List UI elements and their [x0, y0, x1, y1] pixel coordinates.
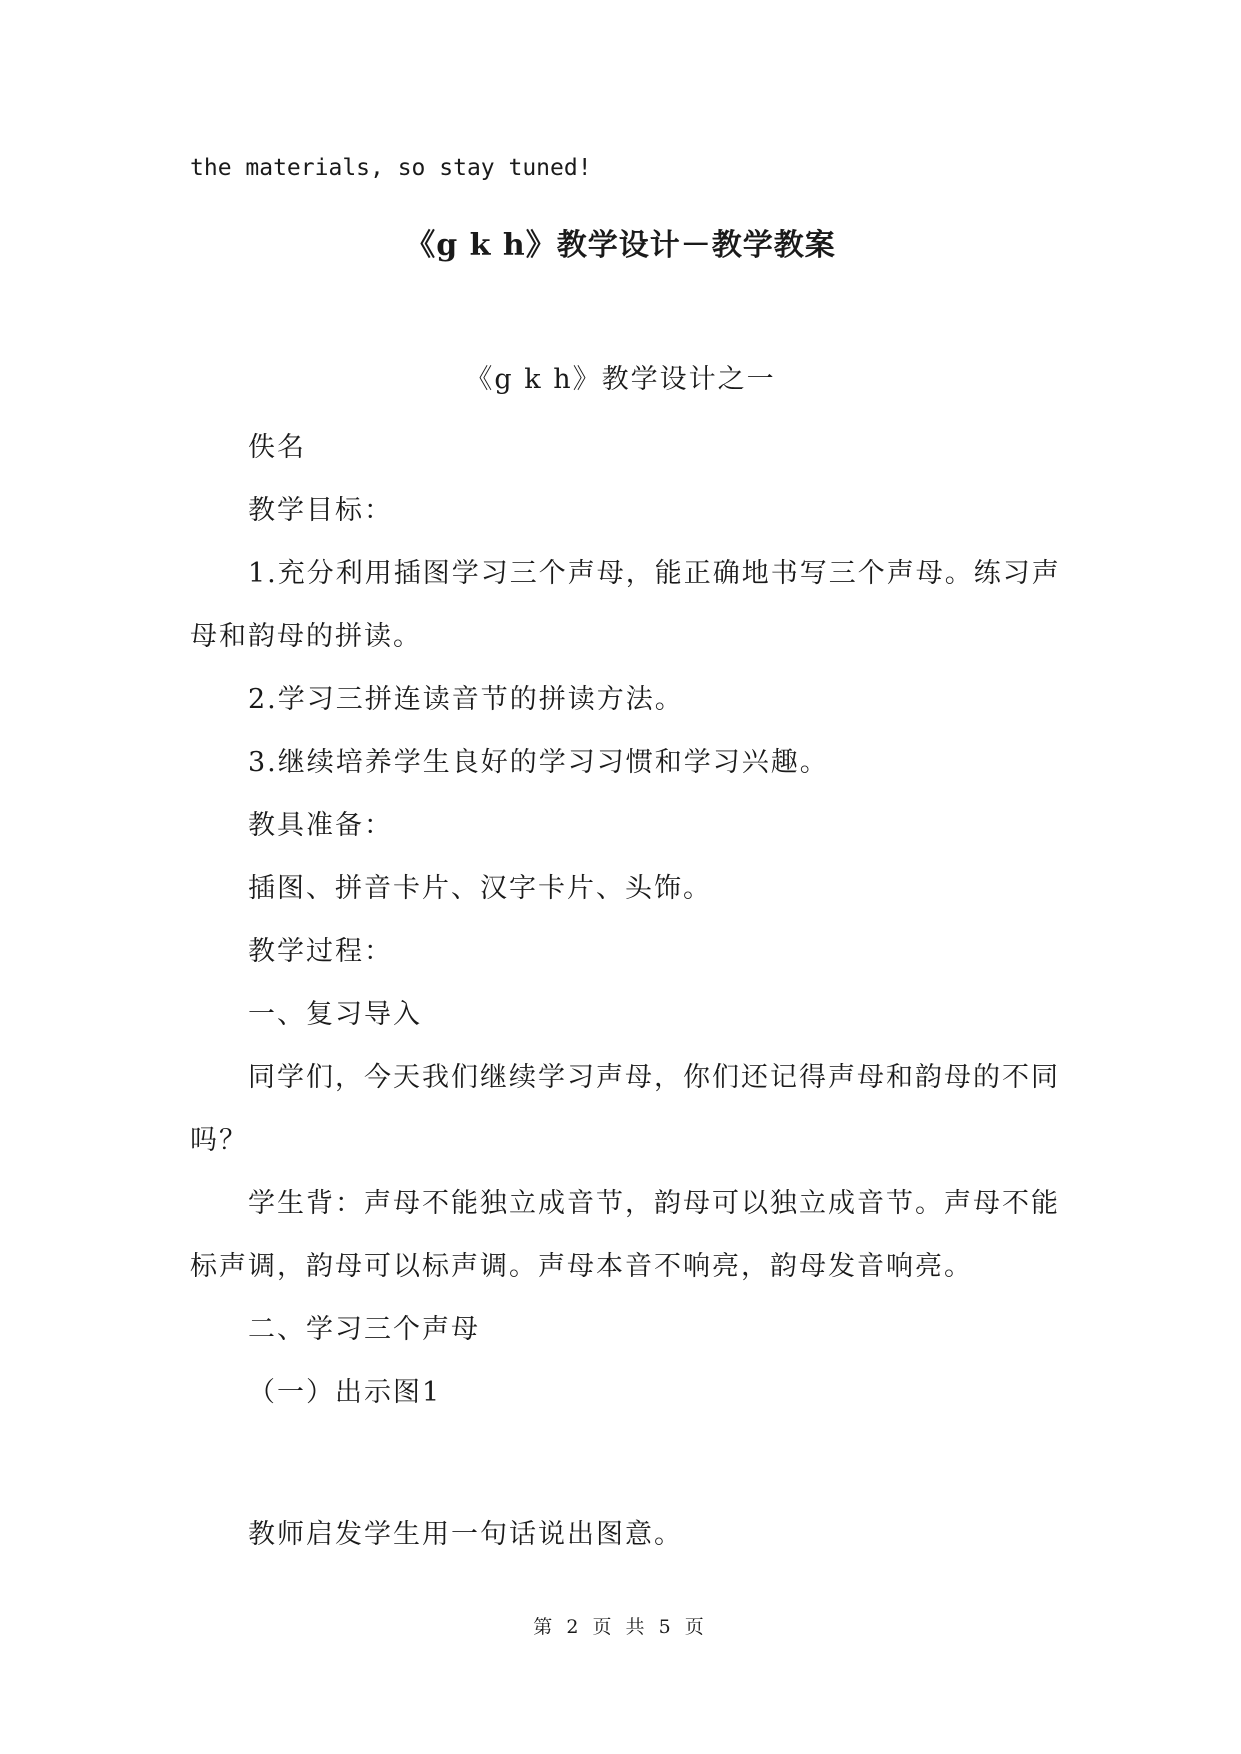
footer-suffix: 页	[684, 1616, 708, 1638]
process-heading: 教学过程：	[248, 936, 393, 967]
section-learn-heading: 二、学习三个声母	[248, 1314, 480, 1345]
page-footer	[0, 1612, 1241, 1639]
show-figure-1: （一）出示图1	[248, 1377, 442, 1408]
objective-1-line-1: 1.充分利用插图学习三个声母，能正确地书写三个声母。练习声	[248, 558, 1061, 589]
materials-heading: 教具准备：	[248, 810, 393, 841]
section-subtitle: 《g k h》教学设计之一	[465, 364, 776, 395]
objective-1-line-2: 母和韵母的拼读。	[190, 621, 422, 652]
teacher-prompt: 教师启发学生用一句话说出图意。	[248, 1519, 683, 1550]
review-question-line-1: 同学们，今天我们继续学习声母，你们还记得声母和韵母的不同	[248, 1062, 1060, 1093]
student-answer-line-1: 学生背：声母不能独立成音节，韵母可以独立成音节。声母不能	[248, 1188, 1060, 1219]
author-name: 佚名	[248, 432, 306, 463]
section-review-heading: 一、复习导入	[248, 999, 422, 1030]
lead-text: the materials, so stay tuned!	[190, 155, 592, 181]
footer-middle: 页 共	[592, 1616, 649, 1638]
review-question-line-2: 吗？	[190, 1125, 248, 1156]
objectives-heading: 教学目标：	[248, 495, 393, 526]
student-answer-line-2: 标声调，韵母可以标声调。声母本音不响亮，韵母发音响亮。	[190, 1251, 973, 1282]
materials-list: 插图、拼音卡片、汉字卡片、头饰。	[248, 873, 712, 904]
objective-2: 2.学习三拼连读音节的拼读方法。	[248, 684, 684, 715]
footer-current-page: 2	[566, 1616, 583, 1638]
footer-total-pages: 5	[658, 1616, 675, 1638]
document-title: 《g k h》教学设计－教学教案	[405, 228, 836, 263]
objective-3: 3.继续培养学生良好的学习习惯和学习兴趣。	[248, 747, 829, 778]
footer-prefix: 第	[533, 1616, 557, 1638]
